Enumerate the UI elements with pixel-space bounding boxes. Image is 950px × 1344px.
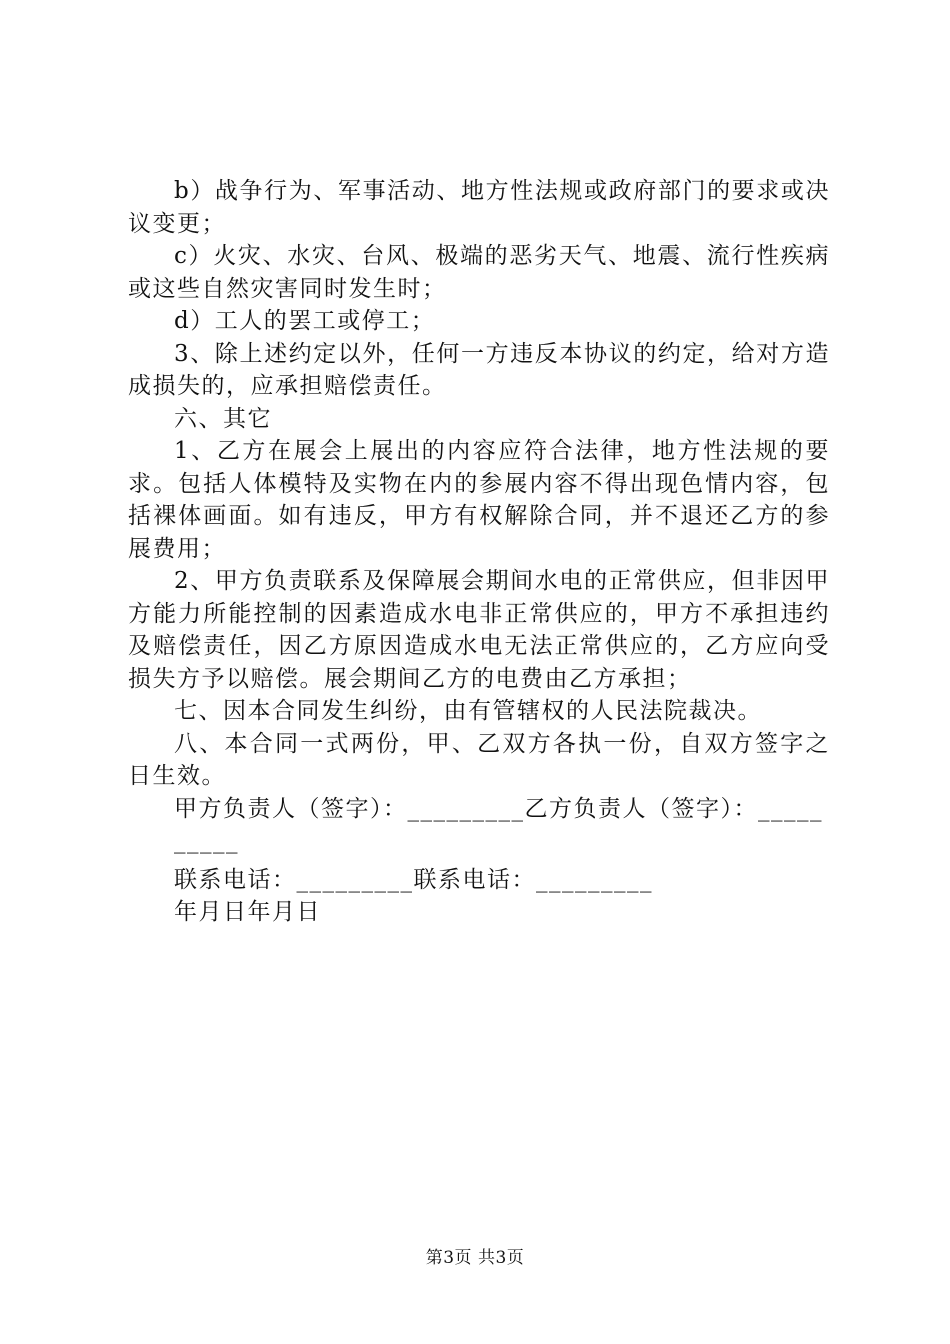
clause-3: 3、除上述约定以外，任何一方违反本协议的约定，给对方造成损失的，应承担赔偿责任。 [128, 340, 830, 399]
page-number: 第3页 共3页 [425, 1248, 525, 1268]
contact-phone-line: 联系电话：_________联系电话：_________ [174, 866, 653, 893]
clause-d: d）工人的罢工或停工； [174, 308, 436, 334]
clause-c: c）火灾、水灾、台风、极端的恶劣天气、地震、流行性疾病或这些自然灾害同时发生时； [128, 243, 830, 302]
signature-line: 甲方负责人（签字）：_________乙方负责人（签字）：__________ [174, 795, 823, 854]
section-heading-6: 六、其它 [174, 405, 272, 432]
document-body [128, 175, 830, 929]
clause-6-2: 2、甲方负责联系及保障展会期间水电的正常供应，但非因甲方能力所能控制的因素造成水电非正常供应的，甲方不承担违约及赔偿责任，因乙方原因造成水电无法正常供应的，乙方应向受损失方予以赔偿。展会期间乙方的电费由乙方承担； [128, 568, 830, 692]
clause-6-1: 1、乙方在展会上展出的内容应符合法律，地方性法规的要求。包括人体模特及实物在内的参展内容不得出现色情内容，包括裸体画面。如有违反，甲方有权解除合同，并不退还乙方的参展费用； [128, 438, 830, 562]
date-line: 年月日年月日 [174, 899, 321, 925]
section-7: 七、因本合同发生纠纷，由有管辖权的人民法院裁决。 [174, 698, 762, 724]
clause-b: b）战争行为、军事活动、地方性法规或政府部门的要求或决议变更； [128, 178, 830, 237]
section-8: 八、本合同一式两份，甲、乙双方各执一份，自双方签字之日生效。 [128, 730, 830, 789]
